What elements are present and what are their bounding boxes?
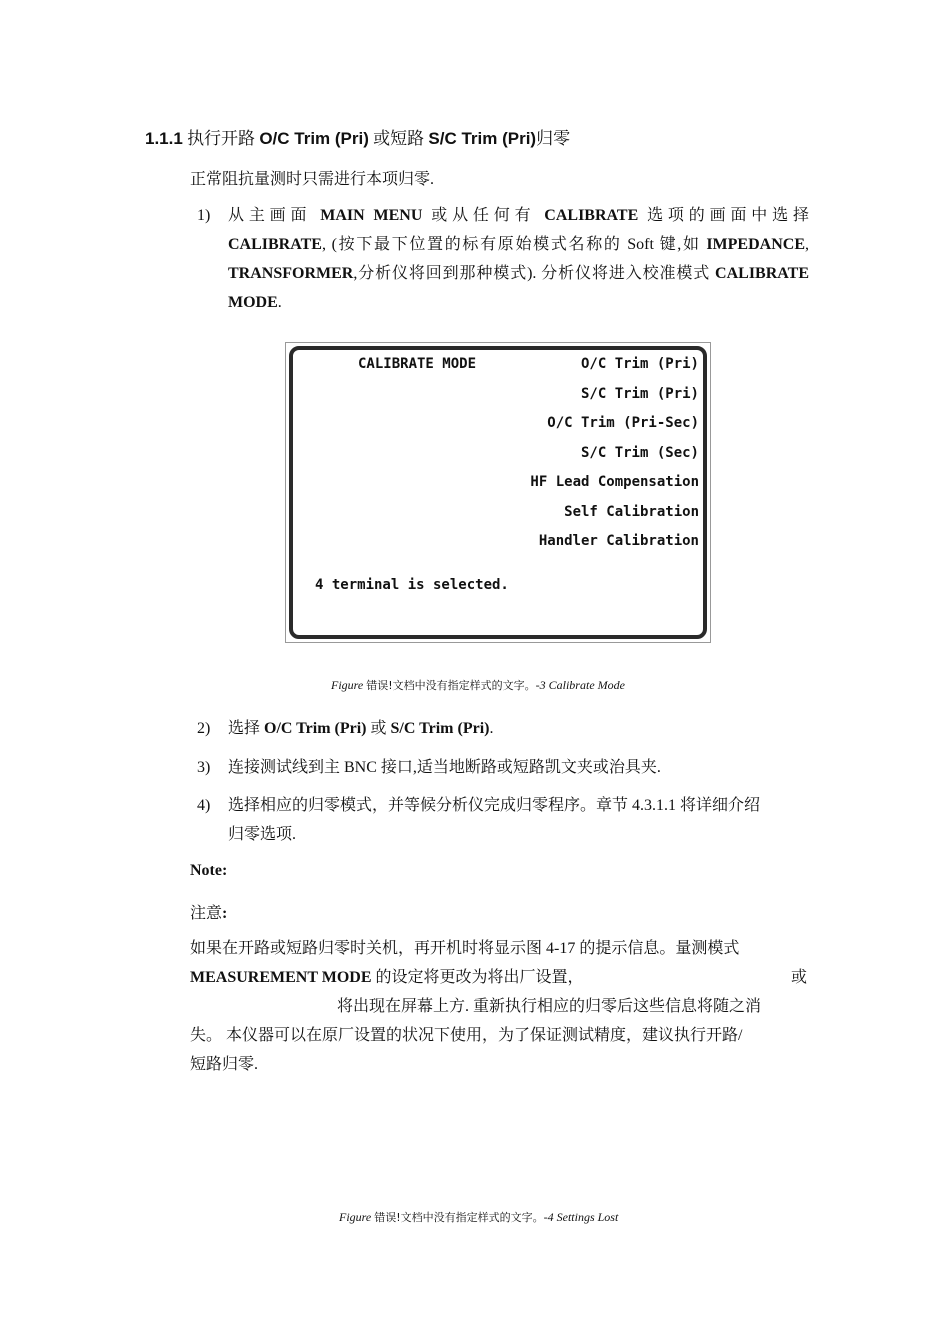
lcd-screen (289, 346, 707, 639)
note-cn-text: 注意 (190, 905, 223, 922)
heading-sc-trim: S/C Trim (Pri) (428, 129, 537, 148)
caption-error-text: 错误!文档中没有指定样式的文字。 (374, 1211, 544, 1224)
heading-text-post: 归零 (536, 129, 571, 149)
heading-text-mid: 或短路 (373, 129, 425, 149)
step-number: 4) (197, 797, 211, 814)
step-2-part: 选择 (228, 720, 261, 737)
step-2-text (228, 714, 809, 743)
para-line: 如果在开路或短路归零时关机，再开机时将显示图 4-17 的提示信息。量测模式 (190, 940, 740, 957)
note-cn-colon: : (222, 905, 228, 922)
section-number: 1.1.1 (145, 129, 183, 148)
screen-option: O/C Trim (Pri) (580, 356, 699, 372)
screen-option: O/C Trim (Pri-Sec) (547, 415, 699, 431)
step-1-part: 从主画面 (228, 207, 312, 224)
caption-suffix: -4 Settings Lost (543, 1210, 619, 1224)
screen-option: Handler Calibration (538, 533, 699, 549)
step-1-part: , (按下最下位置的标有原始模式名称的 Soft 键,如 (321, 236, 701, 253)
note-label-en: Note: (190, 862, 228, 879)
step-1-part: ,分析仪将回到那种模式). 分析仪将进入校准模式 (353, 265, 711, 282)
heading-oc-trim: O/C Trim (Pri) (259, 129, 369, 148)
step-2 (197, 714, 809, 743)
step-1-part: . (277, 294, 282, 311)
main-menu-term: MAIN MENU (320, 207, 423, 224)
note-label-cn (190, 900, 227, 923)
caption-suffix: -3 Calibrate Mode (535, 678, 625, 692)
step-number: 2) (197, 720, 211, 737)
step-number: 1) (197, 207, 211, 224)
screen-option: S/C Trim (Sec) (580, 445, 699, 461)
screen-status: 4 terminal is selected. (315, 577, 509, 593)
intro-paragraph: 正常阻抗量测时只需进行本项归零. (190, 171, 435, 188)
step-2-part: . (489, 720, 494, 737)
screen-option: HF Lead Compensation (530, 474, 699, 490)
step-3 (197, 753, 809, 782)
step-3-text: 连接测试线到主 BNC 接口,适当地断路或短路凯文夹或治具夹. (228, 759, 661, 776)
caption-prefix: Figure (331, 678, 364, 692)
caption-error-text: 错误!文档中没有指定样式的文字。 (366, 679, 536, 692)
calibrate-mode-screenshot (285, 342, 711, 643)
section-heading (145, 124, 570, 149)
screen-option: Self Calibration (564, 504, 699, 520)
oc-trim-term: O/C Trim (Pri) (264, 720, 367, 737)
screen-title: CALIBRATE MODE (358, 356, 477, 372)
caption-prefix: Figure (339, 1210, 372, 1224)
step-4-line: 归零选项. (228, 826, 297, 843)
para-line: 将出现在屏幕上方. 重新执行相应的归零后这些信息将随之消 (337, 998, 762, 1015)
calibrate-mode-term: CALIBRATE MODE (228, 265, 809, 311)
step-1 (197, 201, 809, 317)
para-line: 短路归零. (190, 1056, 259, 1073)
step-4-text (228, 791, 809, 849)
step-1-part: 或从任何有 (431, 207, 536, 224)
figure-caption (331, 677, 625, 693)
calibrate-term: CALIBRATE (228, 236, 322, 253)
step-1-text (228, 201, 809, 317)
screen-option: S/C Trim (Pri) (580, 386, 699, 402)
note-paragraph (190, 934, 807, 1079)
step-number: 3) (197, 759, 211, 776)
step-1-part: , (805, 236, 809, 253)
para-text: 的设定将更改为将出厂设置， (375, 969, 584, 986)
figure-caption (339, 1209, 618, 1225)
measurement-mode-term: MEASUREMENT MODE (190, 969, 372, 986)
transformer-term: TRANSFORMER (228, 265, 354, 282)
heading-text-pre: 执行开路 (187, 129, 256, 149)
step-4 (197, 791, 809, 849)
step-4-line: 选择相应的归零模式，并等候分析仪完成归零程序。章节 4.3.1.1 将详细介绍 (228, 797, 761, 814)
para-line (190, 963, 807, 992)
para-line: 失。 本仪器可以在原厂设置的状况下使用，为了保证测试精度，建议执行开路/ (190, 1027, 743, 1044)
para-text: 或 (790, 969, 807, 986)
calibrate-term: CALIBRATE (544, 207, 639, 224)
impedance-term: IMPEDANCE (706, 236, 805, 253)
sc-trim-term: S/C Trim (Pri) (390, 720, 490, 737)
step-1-part: 选项的画面中选择 (647, 207, 809, 224)
step-2-part: 或 (370, 720, 387, 737)
